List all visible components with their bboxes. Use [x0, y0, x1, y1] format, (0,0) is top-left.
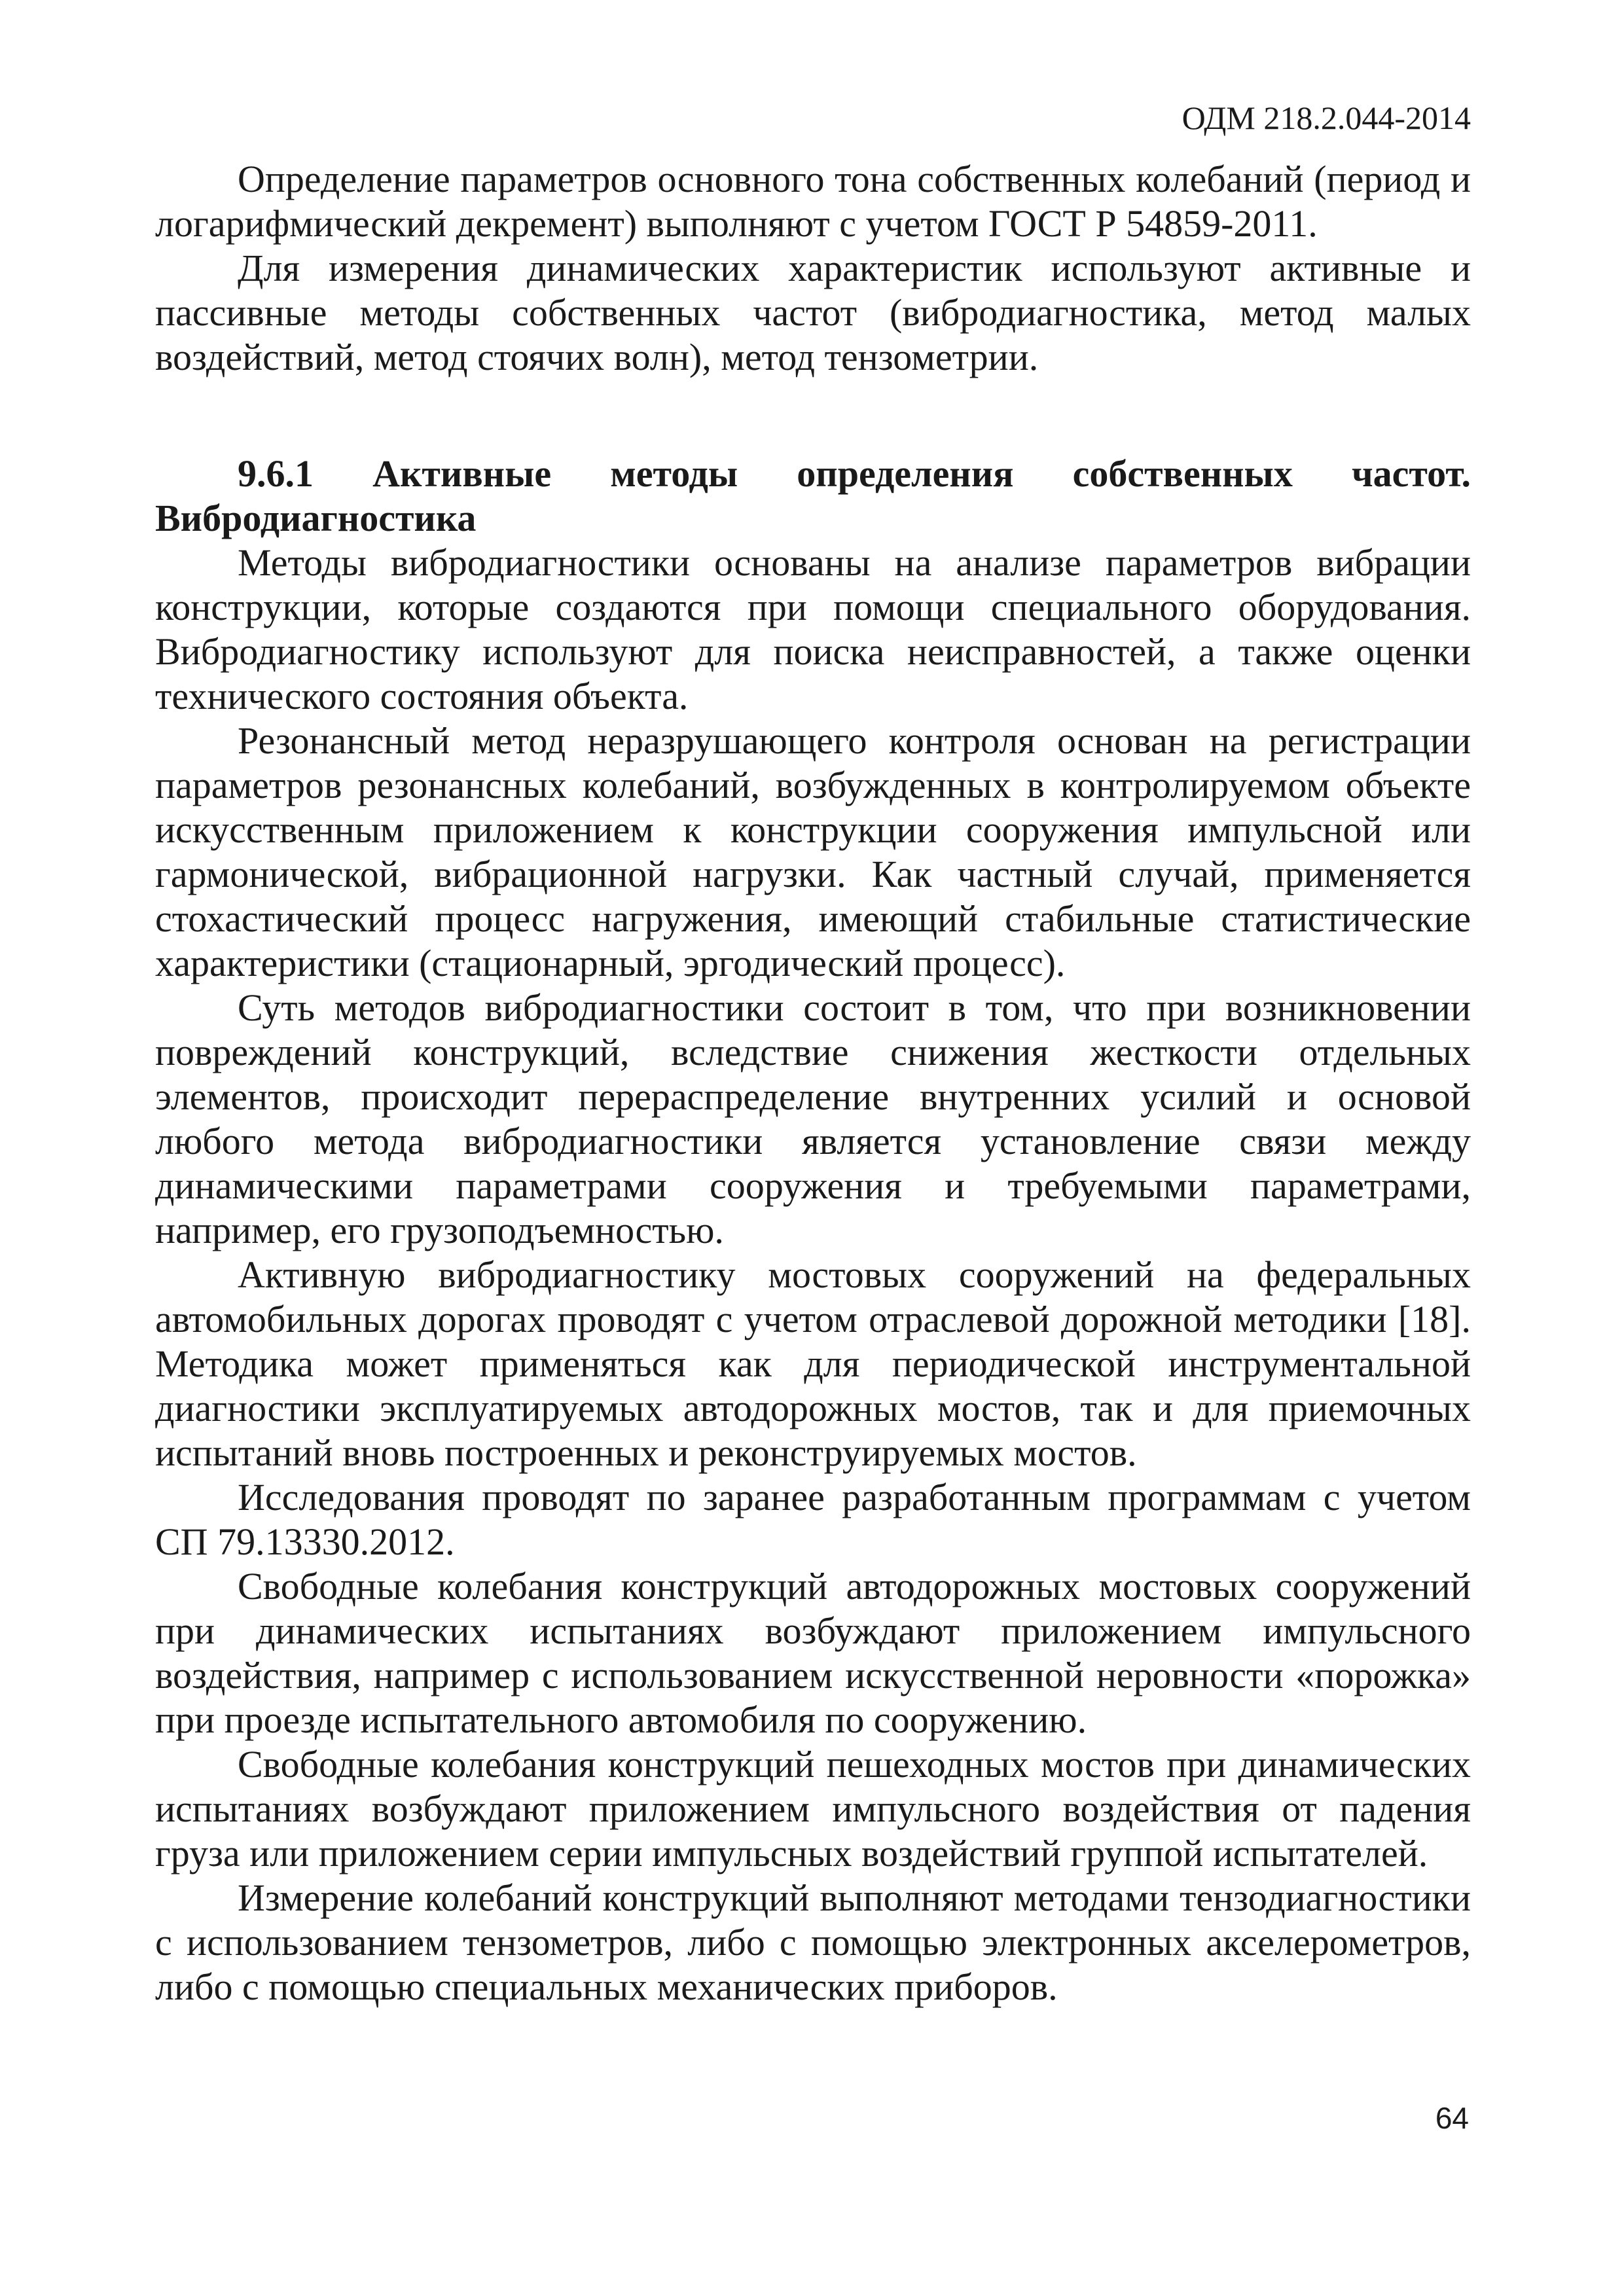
paragraph-vibrodiagnostics-basis: Методы вибродиагностики основаны на анализе параметров вибрации конструкции, которые создаются при помощи специального оборудования. Вибродиагностику используют для поиска неисправностей, а также оценки технического состояния объекта. — [155, 541, 1471, 717]
paragraph-road-bridge-oscillations: Свободные колебания конструкций автодорожных мостовых сооружений при динамических испытаниях возбуждают приложением импульсного воздействия, например с использованием искусственной неровности «порожка» при проезде испытательного автомобиля по сооружению. — [155, 1565, 1471, 1741]
paragraph-measurement-methods: Измерение колебаний конструкций выполняют методами тензодиагностики с использованием тензометров, либо с помощью электронных акселерометров, либо с помощью специальных механических приборов. — [155, 1876, 1471, 2008]
paragraph-active-vibrodiagnostics: Активную вибродиагностику мостовых сооружений на федеральных автомобильных дорогах проводят с учетом отраслевой дорожной методики [18]. Методика может применяться как для периодической инструментальной диагностики эксплуатируемых автодорожных мостов, так и для приемочных испытаний вновь построенных и реконструируемых мостов. — [155, 1253, 1471, 1474]
paragraph-method-essence: Суть методов вибродиагностики состоит в том, что при возникновении повреждений конструкций, вследствие снижения жесткости отдельных элементов, происходит перераспределение внутренних усилий и основой любого метода вибродиагностики является установление связи между динамическими параметрами сооружения и требуемыми параметрами, например, его грузоподъемностью. — [155, 986, 1471, 1251]
document-code: ОДМ 218.2.044-2014 — [1182, 99, 1471, 136]
section-heading: 9.6.1 Активные методы определения собственных частот. Вибродиагностика — [155, 452, 1471, 539]
page-number: 64 — [1435, 2101, 1469, 2135]
paragraph-intro-2: Для измерения динамических характеристик используют активные и пассивные методы собственных частот (вибродиагностика, метод малых воздействий, метод стоячих волн), метод тензометрии. — [155, 247, 1471, 378]
paragraph-resonance-method: Резонансный метод неразрушающего контроля основан на регистрации параметров резонансных колебаний, возбужденных в контролируемом объекте искусственным приложением к конструкции сооружения импульсной или гармонической, вибрационной нагрузки. Как частный случай, применяется стохастический процесс нагружения, имеющий стабильные статистические характеристики (стационарный, эргодический процесс). — [155, 719, 1471, 984]
paragraph-pedestrian-bridge-oscillations: Свободные колебания конструкций пешеходных мостов при динамических испытаниях возбуждают приложением импульсного воздействия от падения груза или приложением серии импульсных воздействий группой испытателей. — [155, 1743, 1471, 1874]
page-content — [155, 157, 1471, 2009]
paragraph-intro-1: Определение параметров основного тона собственных колебаний (период и логарифмический декремент) выполняют с учетом ГОСТ Р 54859-2011. — [155, 158, 1471, 245]
paragraph-research-programs: Исследования проводят по заранее разработанным программам с учетом СП 79.13330.2012. — [155, 1476, 1471, 1563]
